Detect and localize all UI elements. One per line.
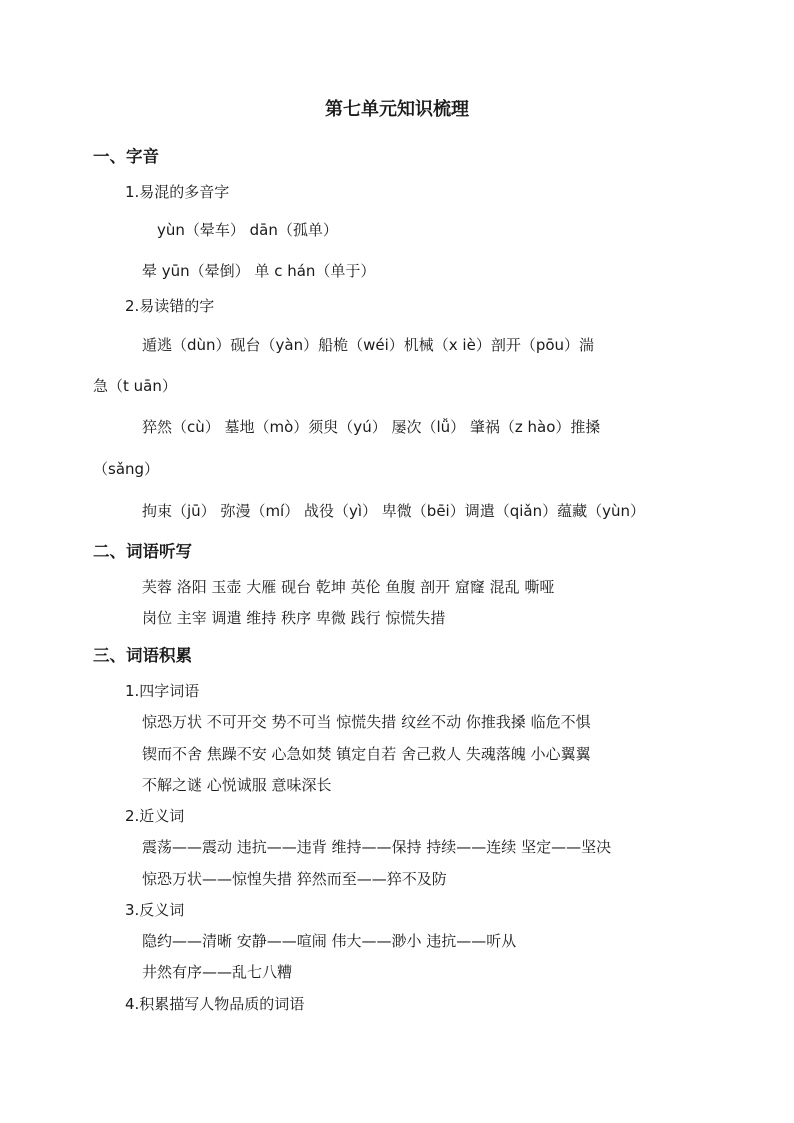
misread-line-3: 猝然（cù） 墓地（mò）须臾（yú） 屡次（lǚ） 肇祸（z hào）推搡 [142,418,601,436]
page-title: 第七单元知识梳理 [325,99,469,120]
synonyms-row-2: 惊恐万状——惊惶失措 猝然而至——猝不及防 [142,870,447,888]
misread-line-1: 遁逃（dùn）砚台（yàn）船桅（wéi）机械（x iè）剖开（pōu）湍 [142,336,595,354]
misread-line-4: （sǎng） [93,460,160,478]
four-char-row-3: 不解之谜 心悦诚服 意味深长 [142,776,332,794]
antonyms-row-1: 隐约——清晰 安静——喧闹 伟大——渺小 违抗——听从 [142,932,517,950]
subheading-misread: 2.易读错的字 [125,297,215,315]
polyphonic-line-2: 晕 yūn（晕倒） 单 c hán（单于） [142,262,376,280]
subheading-antonyms: 3.反义词 [125,901,185,919]
subheading-polyphonic: 1.易混的多音字 [125,183,230,201]
synonyms-row-1: 震荡——震动 违抗——违背 维持——保持 持续——连续 坚定——坚决 [142,838,612,856]
dictation-row-2: 岗位 主宰 调遣 维持 秩序 卑微 践行 惊慌失措 [142,609,446,627]
antonyms-row-2: 井然有序——乱七八糟 [142,963,293,981]
four-char-row-1: 惊恐万状 不可开交 势不可当 惊慌失措 纹丝不动 你推我搡 临危不惧 [142,713,591,731]
four-char-row-2: 锲而不舍 焦躁不安 心急如焚 镇定自若 舍己救人 失魂落魄 小心翼翼 [142,745,591,763]
subheading-character-words: 4.积累描写人物品质的词语 [125,995,305,1013]
dictation-row-1: 芙蓉 洛阳 玉壶 大雁 砚台 乾坤 英伦 鱼腹 剖开 窟窿 混乱 嘶哑 [142,578,555,596]
misread-line-5: 拘束（jū） 弥漫（mí） 战役（yì） 卑微（bēi）调遣（qiǎn）蕴藏（yùn） [142,502,646,520]
section-heading-vocabulary: 三、词语积累 [93,646,192,665]
subheading-four-char: 1.四字词语 [125,682,200,700]
section-heading-pronunciation: 一、字音 [93,147,159,166]
misread-line-2: 急（t uān） [93,377,177,395]
subheading-synonyms: 2.近义词 [125,807,185,825]
section-heading-dictation: 二、词语听写 [93,542,192,561]
polyphonic-line-1: yùn（晕车） dān（孤单） [157,221,338,239]
